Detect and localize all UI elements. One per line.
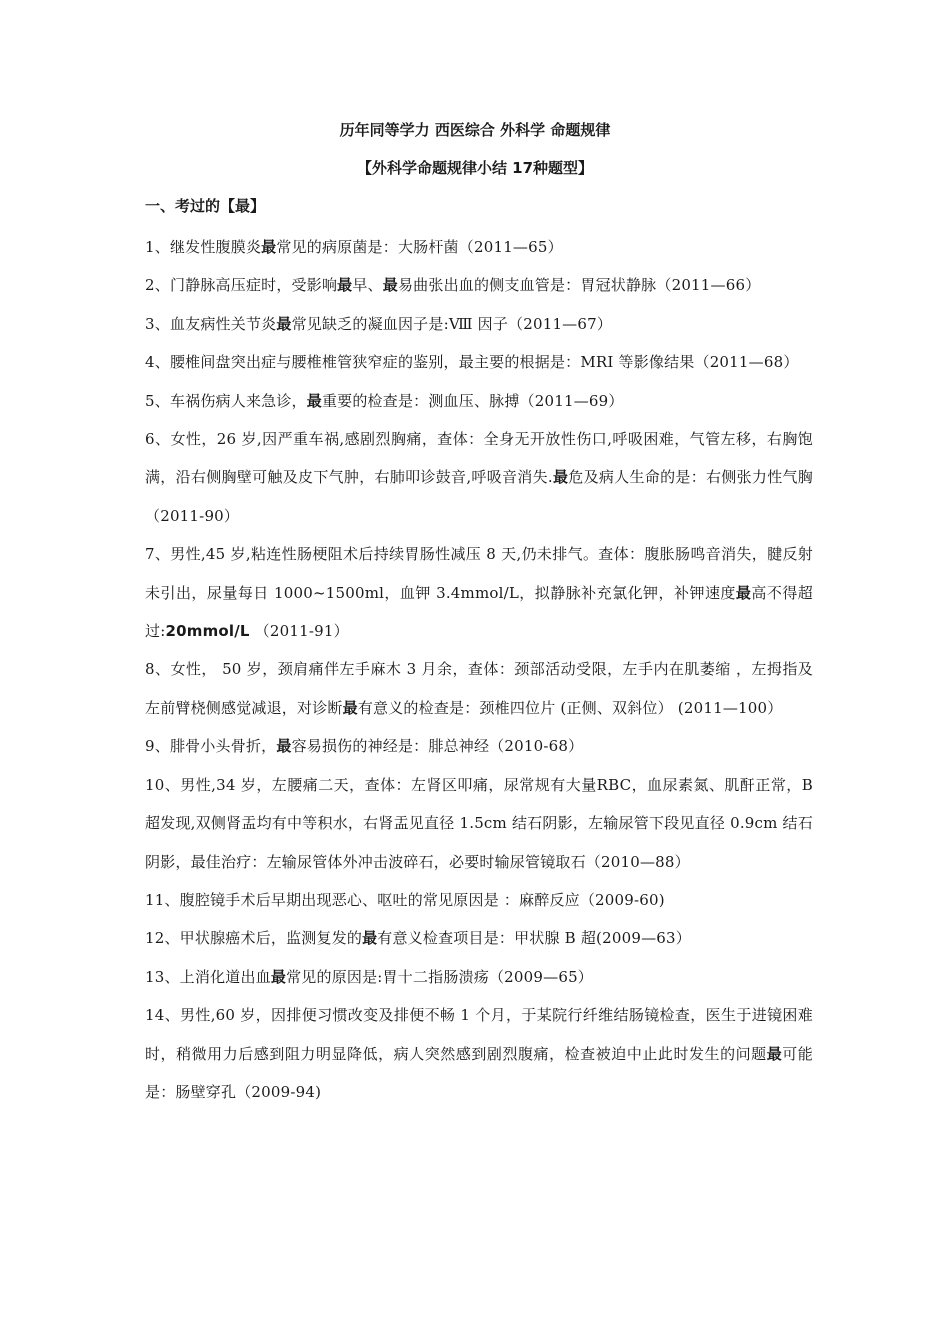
emphasis-text: 最 [270,967,287,986]
emphasis-text: 最 [276,314,292,333]
item-text: 6、女性，26 岁,因严重车祸,感剧烈胸痛，查体：全身无开放性伤口,呼吸困难，气管左移，右胸饱满，沿右侧胸壁可触及皮下气肿，右肺叩诊鼓音,呼吸音消失. [145,430,813,487]
list-item [145,535,813,650]
item-text: 2、门静脉高压症时，受影响 [145,276,338,295]
list-item [145,266,813,304]
item-text: （2011-91） [249,622,349,641]
document-title: 历年同等学力 西医综合 外科学 命题规律 [339,121,611,139]
emphasis-text: 最 [382,276,398,295]
emphasis-text: 最 [766,1044,783,1063]
list-item [145,650,813,727]
item-text: 高不得超过: [145,583,813,641]
item-text: 容易损伤的神经是：腓总神经（2010-68） [291,737,584,756]
item-text: 有意义检查项目是：甲状腺 B 超(2009—63） [377,929,691,948]
item-text: 10、男性,34 岁，左腰痛二天，查体：左肾区叩痛，尿常规有大量RBC，血尿素氮、肌酐正常，B 超发现,双侧肾盂均有中等积水，右肾盂见直径 1.5cm 结石阴影，左输尿管下段见直径 0.9cm 结石阴影，最佳治疗：左输尿管体外冲击波碎石，必要时输尿管镜取石（2010—88） [145,775,818,871]
document-subtitle: 【外科学命题规律小结 17种题型】 [356,159,594,177]
item-text: 9、腓骨小头骨折， [145,737,277,756]
item-text: 早、 [352,276,383,295]
emphasis-text: 最 [342,698,358,717]
emphasis-text: 最 [306,391,322,410]
item-text: 常见的病原菌是：大肠杆菌（2011—65） [276,238,563,256]
list-item [145,382,813,420]
item-text: 11、腹腔镜手术后早期出现恶心、呕吐的常见原因是 ：麻醉反应（2009-60) [145,890,665,909]
item-text: 可能是：肠壁穿孔（2009-94) [145,1044,813,1101]
item-text: 重要的检查是：测血压、脉搏（2011—69） [321,391,624,410]
item-text: 易曲张出血的侧支血管是：胃冠状静脉（2011—66） [397,276,761,295]
question-list [145,228,818,1111]
emphasis-text: 最 [362,929,378,948]
item-text: 常见缺乏的凝血因子是:Ⅷ 因子（2011—67） [291,314,613,333]
item-text: 危及病人生命的是：右侧张力性气胸（2011-90） [145,468,814,525]
item-text: 常见的原因是:胃十二指肠溃疡（2009—65） [286,967,594,986]
list-item [145,727,813,765]
list-item [145,766,818,881]
emphasis-text: 最 [552,468,569,487]
list-item [145,228,813,266]
emphasis-text: 20mmol/L [165,622,250,641]
list-item [145,420,813,535]
item-text: 3、血友病性关节炎 [145,314,277,333]
item-text: 12、甲状腺癌术后，监测复发的 [145,929,363,948]
list-item [145,996,813,1111]
list-item [145,881,813,919]
section-heading: 一、考过的【最】 [145,197,266,215]
item-text: 4、腰椎间盘突出症与腰椎椎管狭窄症的鉴别，最主要的根据是：MRI 等影像结果（2011—68） [145,353,799,372]
item-text: 7、男性,45 岁,粘连性肠梗阻术后持续胃肠性减压 8 天,仍未排气。查体：腹胀肠鸣音消失，腱反射未引出，尿量每日 1000~1500ml，血钾 3.4mmol/L，拟静脉补充氯化钾，补钾速度 [145,545,813,602]
emphasis-text: 最 [261,238,277,256]
list-item [145,919,813,957]
emphasis-text: 最 [337,276,353,295]
item-text: 14、男性,60 岁，因排便习惯改变及排便不畅 1 个月，于某院行纤维结肠镜检查，医生于进镜困难时，稍微用力后感到阻力明显降低，病人突然感到剧烈腹痛，检查被迫中止此时发生的问题 [145,1006,813,1063]
emphasis-text: 最 [735,583,752,602]
item-text: 有意义的检查是：颈椎四位片 (正侧、双斜位） (2011—100） [357,698,783,717]
list-item [145,958,813,996]
item-text: 5、车祸伤病人来急诊， [145,391,307,410]
list-item [145,305,813,343]
list-item [145,343,813,381]
item-text: 13、上消化道出血 [145,967,271,986]
item-text: 1、继发性腹膜炎 [145,238,262,256]
emphasis-text: 最 [276,737,292,756]
item-text: 8、女性， 50 岁，颈肩痛伴左手麻木 3 月余，查体：颈部活动受限，左手内在肌萎缩 ，左拇指及左前臂桡侧感觉减退，对诊断 [145,660,813,717]
